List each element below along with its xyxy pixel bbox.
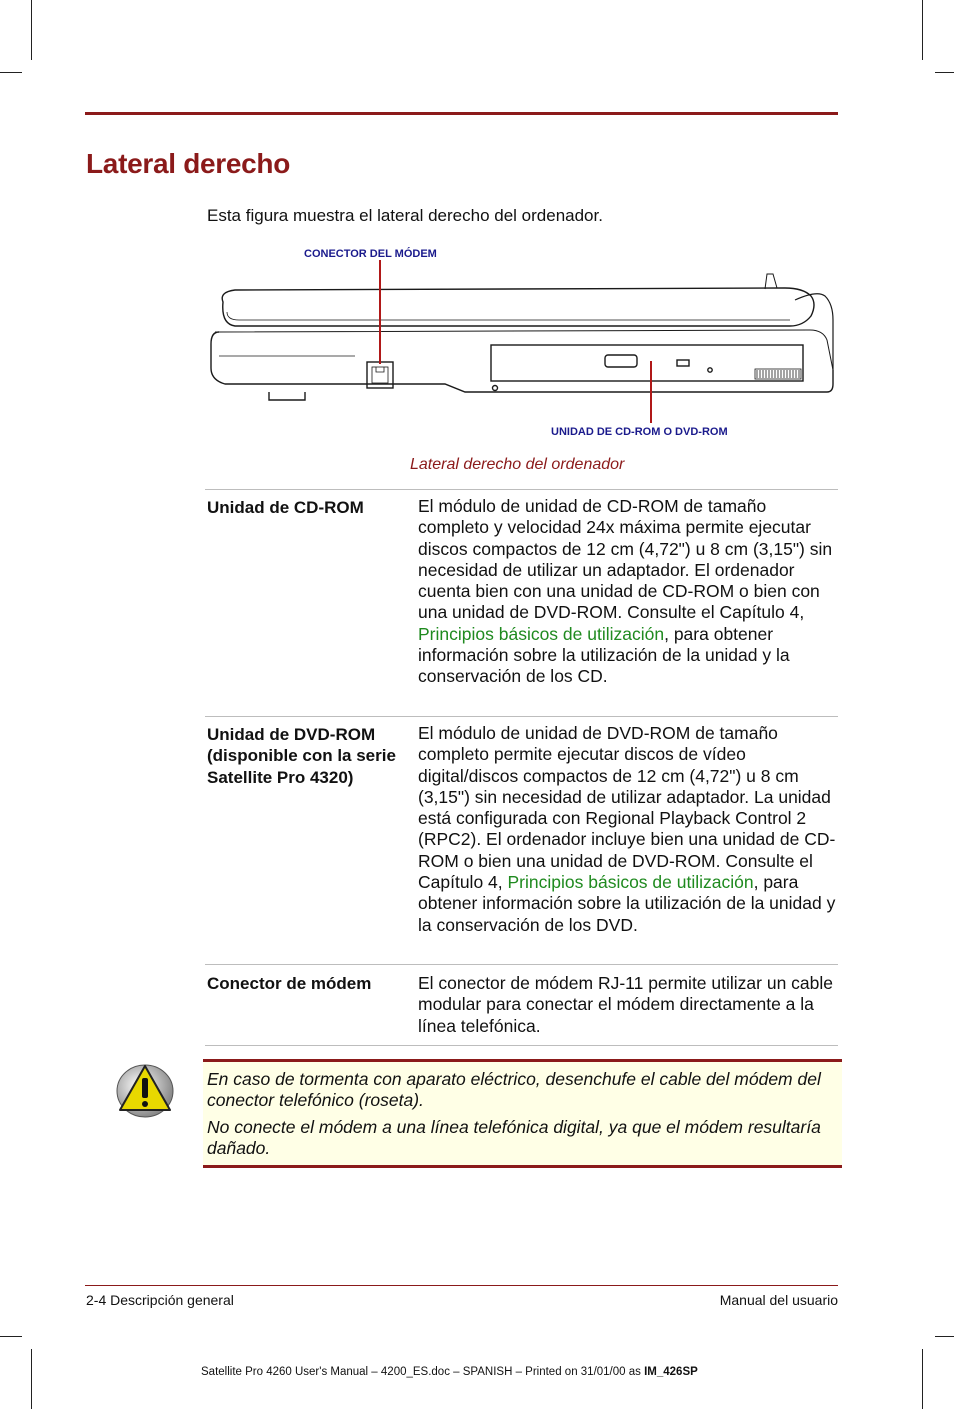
desc-cdrom [418, 496, 838, 688]
table-divider [205, 1045, 838, 1046]
crop-mark [922, 1349, 923, 1409]
term-dvdrom: Unidad de DVD-ROM (disponible con la serie Satellite Pro 4320) [207, 725, 396, 787]
intro-text: Esta figura muestra el lateral derecho del ordenador. [207, 206, 603, 225]
figure-caption: Lateral derecho del ordenador [410, 456, 625, 473]
desc-dvdrom-text-end: , para obtener información sobre la utilización de la unidad y la conservación de los DVD. [418, 872, 836, 935]
warning-text-1: En caso de tormenta con aparato eléctrico, desenchufe el cable del módem del conector telefónico (roseta). [207, 1069, 821, 1111]
warning-text-2: No conecte el módem a una línea telefónica digital, ya que el módem resultaría dañado. [207, 1117, 821, 1159]
link-principios-basicos[interactable]: Principios básicos de utilización [418, 623, 665, 644]
desc-modem-text: El conector de módem RJ-11 permite utilizar un cable modular para conectar el módem directamente a la línea telefónica. [418, 973, 834, 1036]
crop-mark [922, 0, 923, 60]
crop-mark [31, 1349, 32, 1409]
crop-mark [0, 1336, 22, 1337]
crop-mark [31, 0, 32, 60]
desc-dvdrom-text: El módulo de unidad de DVD-ROM de tamaño completo permite ejecutar discos de vídeo digital/discos compactos de 12 cm (4,72") u 8 cm (3,15") sin necesidad de utilizar adaptador. La unidad está configurada con Regional Playback Control 2 (RPC2). El ordenador incluye bien una unidad de CD-ROM o bien una unidad de DVD-ROM. Consulte el Capítulo 4, [418, 723, 836, 893]
print-info [201, 1366, 698, 1378]
print-code: IM_426SP [644, 1366, 698, 1378]
table-divider [205, 716, 838, 717]
page-title: Lateral derecho [86, 148, 291, 179]
desc-cdrom-text-end: , para obtener información sobre la utilización de la unidad y la conservación de los CD. [418, 623, 790, 687]
crop-mark [0, 72, 22, 73]
print-info-text: Satellite Pro 4260 User's Manual – 4200_ES.doc – SPANISH – Printed on 31/01/00 as [201, 1366, 645, 1378]
desc-cdrom-text: El módulo de unidad de CD-ROM de tamaño completo y velocidad 24x máxima permite ejecutar discos compactos de 12 cm (4,72") u 8 cm (3,15") sin necesidad de utilizar un adaptador. El ordenador cuenta bien con una unidad de CD-ROM o bien con una unidad de DVD-ROM. Consulte el Capítulo 4, [418, 496, 833, 623]
term-modem: Conector de módem [207, 974, 372, 993]
table-divider [205, 964, 838, 965]
crop-mark [935, 1336, 954, 1337]
callout-cdrom-label: UNIDAD DE CD-ROM O DVD-ROM [551, 426, 728, 438]
callout-modem-label: CONECTOR DEL MÓDEM [304, 248, 437, 260]
footer-right: Manual del usuario [719, 1292, 838, 1308]
desc-dvdrom [418, 723, 838, 936]
laptop-right-side-figure [205, 260, 840, 430]
footer-left: 2-4 Descripción general [86, 1292, 234, 1308]
footer-rule [85, 1285, 838, 1286]
warning-icon [114, 1060, 176, 1120]
header-rule [85, 112, 838, 115]
term-cdrom: Unidad de CD-ROM [207, 498, 364, 517]
table-divider [205, 489, 838, 490]
crop-mark [935, 72, 954, 73]
link-principios-basicos[interactable]: Principios básicos de utilización [507, 872, 754, 893]
desc-modem [418, 973, 838, 1037]
